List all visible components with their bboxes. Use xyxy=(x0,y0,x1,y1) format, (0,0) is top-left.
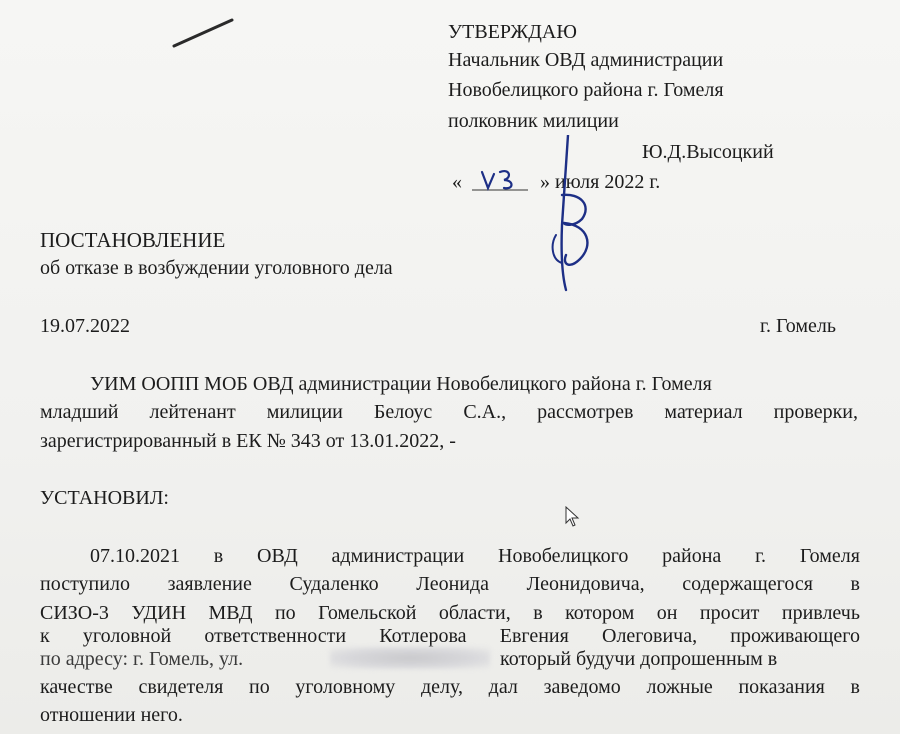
approval-title: УТВЕРЖДАЮ xyxy=(448,21,577,43)
redacted-address xyxy=(330,647,490,669)
paragraph-line-7: отношении него. xyxy=(40,704,183,726)
document-date: 19.07.2022 xyxy=(40,315,130,337)
intro-line-2: младший лейтенант милиции Белоус С.А., рассмотрев материал проверки, xyxy=(40,401,858,423)
paragraph-line-5-end: который будучи допрошенным в xyxy=(500,648,778,670)
handwritten-signature-icon xyxy=(470,135,620,295)
established-label: УСТАНОВИЛ: xyxy=(40,487,169,509)
intro-line-1: УИМ ООПП МОБ ОВД администрации Новобелицкого района г. Гомеля xyxy=(90,373,712,395)
approval-rank: полковник милиции xyxy=(448,110,619,132)
pen-stroke-icon xyxy=(170,16,240,52)
intro-line-3: зарегистрированный в ЕК № 343 от 13.01.2022, - xyxy=(40,430,456,452)
approval-date-open: « xyxy=(452,171,462,193)
paragraph-line-3: СИЗО-3 УДИН МВД по Гомельской области, в котором он просит привлечь xyxy=(40,602,860,624)
mouse-cursor-icon xyxy=(565,506,581,528)
approval-position-line2: Новобелицкого района г. Гомеля xyxy=(448,79,724,101)
approval-position-line1: Начальник ОВД администрации xyxy=(448,49,724,71)
paragraph-line-4: к уголовной ответственности Котлерова Евгения Олеговича, проживающего xyxy=(40,625,860,647)
paragraph-line-1: 07.10.2021 в ОВД администрации Новобелицкого района г. Гомеля xyxy=(90,545,860,567)
paragraph-line-6: качестве свидетеля по уголовному делу, дал заведомо ложные показания в xyxy=(40,676,860,698)
paragraph-line-2: поступило заявление Судаленко Леонида Леонидовича, содержащегося в xyxy=(40,573,860,595)
document-title: ПОСТАНОВЛЕНИЕ xyxy=(40,228,226,252)
paragraph-line-5-start: по адресу: г. Гомель, ул. xyxy=(40,648,244,670)
approval-date-close: » июля 2022 г. xyxy=(540,171,661,193)
document-subtitle: об отказе в возбуждении уголовного дела xyxy=(40,257,393,279)
document-city: г. Гомель xyxy=(760,315,837,337)
approval-name: Ю.Д.Высоцкий xyxy=(642,141,774,163)
